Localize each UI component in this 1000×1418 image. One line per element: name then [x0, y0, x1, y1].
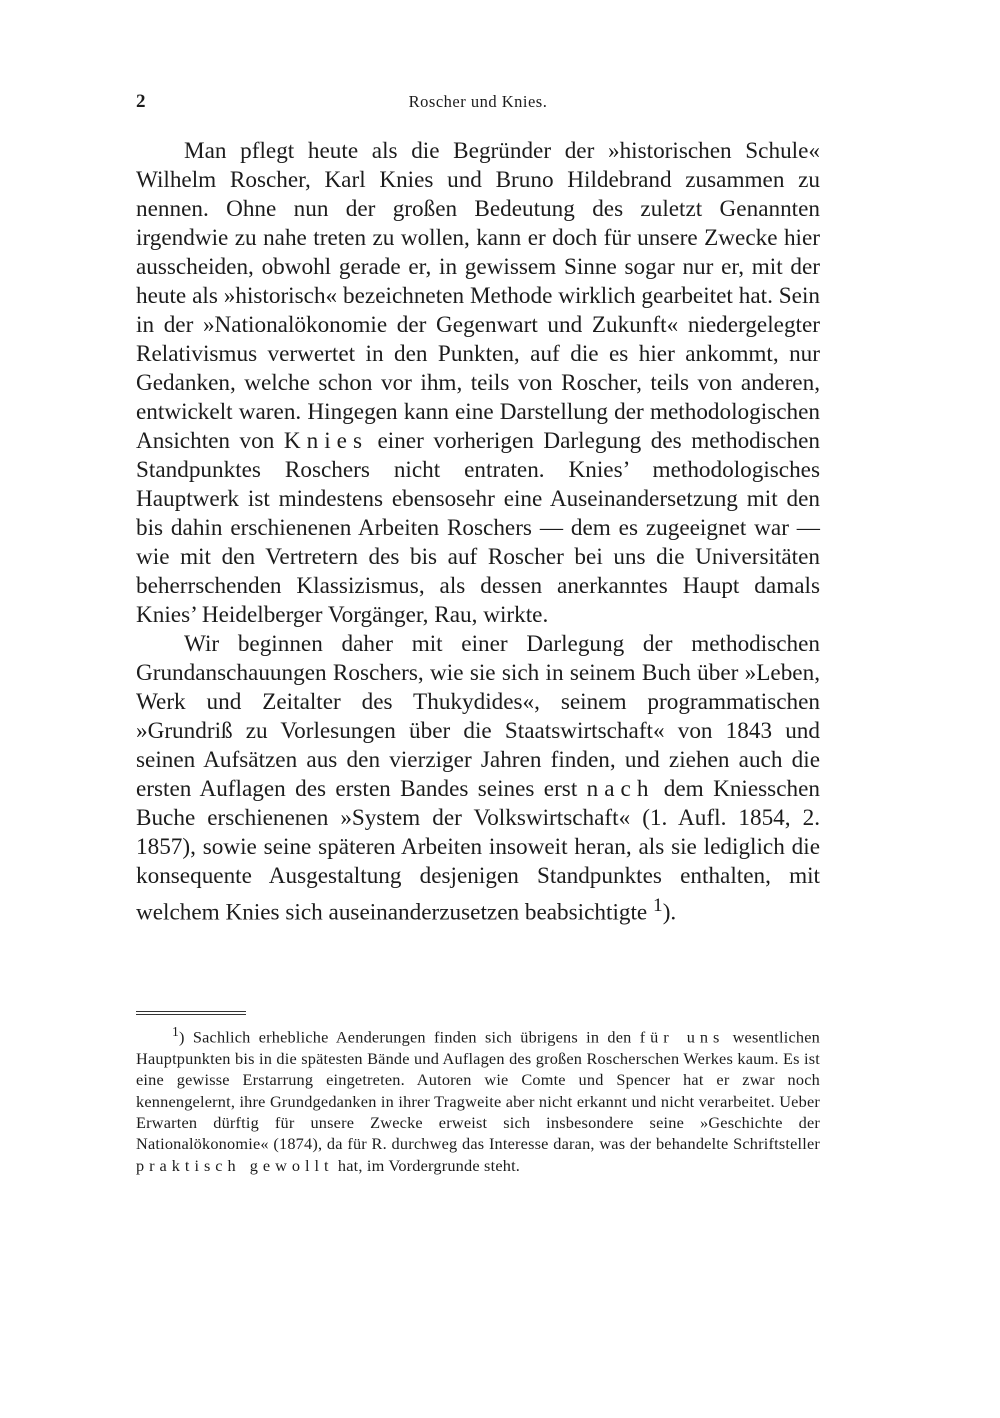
paragraph-2	[136, 630, 820, 928]
spaced-phrase-fuer-uns: für uns	[639, 1027, 725, 1047]
running-title: Roscher und Knies.	[408, 92, 548, 111]
footnote-text-c: hat, im Vordergrunde steht.	[333, 1155, 521, 1175]
footnote-marker: 1	[653, 895, 663, 916]
main-text	[136, 137, 820, 928]
footnote-rule-second	[136, 1014, 246, 1015]
footnote-number: 1	[172, 1024, 179, 1039]
footnote-text-a: ) Sachlich erhebliche Aenderungen finden sich übrigens in den	[179, 1027, 640, 1047]
paragraph-1-text-a: Man pflegt heute als die Begründer der »historischen Schule« Wilhelm Roscher, Karl Knies und Bruno Hildebrand zusammen zu nennen. Ohne nun der großen Bedeutung des zuletzt Genannten irgendwie zu nahe treten zu wollen, kann er doch für unsere Zwecke hier ausscheiden, obwohl gerade er, in gewissem Sinne sogar nur er, mit der heute als »historisch« bezeichneten Methode wirklich gearbeitet hat. Sein in der »Nationalökonomie der Gegenwart und Zukunft« niedergelegter Relativismus verwertet in den Punkten, auf die es hier ankommt, nur Gedanken, welche schon vor ihm, teils von Roscher, teils von anderen, entwickelt waren. Hingegen kann eine Darstellung der methodologischen Ansichten von	[136, 138, 820, 454]
footnote-text	[136, 1021, 820, 1176]
spaced-word-nach: nach	[586, 776, 655, 802]
spaced-name-knies: Knies	[283, 428, 368, 454]
spaced-phrase-praktisch-gewollt: praktisch gewollt	[136, 1155, 334, 1175]
paragraph-2-text-b: dem Kniesschen Buche erschienenen »System der Volkswirtschaft« (1. Aufl. 1854, 2. 1857), sowie seine späteren Arbeiten insoweit heran, als sie lediglich die konsequente Ausgestaltung desjenigen Standpunktes enthalten, mit welchem Knies sich auseinanderzusetzen beabsichtigte	[136, 776, 820, 926]
paragraph-1	[136, 137, 820, 630]
paragraph-1-text-b: einer vorherigen Darlegung des methodischen Standpunktes Roschers nicht entraten. Knies’ methodologisches Hauptwerk ist mindestens ebensosehr eine Auseinandersetzung mit den bis dahin erschienenen Arbeiten Roschers — dem es zugeeignet war — wie mit den Vertretern des bis auf Roscher bei uns die Universitäten beherrschenden Klassizismus, als dessen anerkanntes Haupt damals Knies’ Heidelberger Vorgänger, Rau, wirkte.	[136, 428, 820, 628]
footnote	[136, 1021, 820, 1176]
page-header	[136, 91, 820, 115]
page-number: 2	[136, 91, 146, 112]
footnote-rule	[136, 1011, 246, 1012]
paragraph-2-text-c: ).	[662, 899, 677, 926]
paragraph-2-text-a: Wir beginnen daher mit einer Darlegung der methodischen Grundanschauungen Roschers, wie sie sich in seinem Buch über »Leben, Werk und Zeitalter des Thukydides«, seinem programmatischen »Grundriß zu Vorlesungen über die Staatswirtschaft« von 1843 und seinen Aufsätzen aus den vierziger Jahren finden, und ziehen auch die ersten Auflagen des ersten Bandes seines erst	[136, 631, 820, 802]
footnote-text-b: wesentlichen Hauptpunkten bis in die spätesten Bände und Auflagen des großen Roscherschen Werkes kaum. Es ist eine gewisse Erstarrung eingetreten. Autoren wie Comte und Spencer hat er zwar noch kennengelernt, ihre Grundgedanken in ihrer Tragweite aber nicht erkannt und nicht verarbeitet. Ueber Erwarten dürftig für unsere Zwecke erweist sich insbesondere seine »Geschichte der Nationalökonomie« (1874), da für R. durchweg das Interesse daran, was der behandelte Schriftsteller	[136, 1027, 820, 1154]
